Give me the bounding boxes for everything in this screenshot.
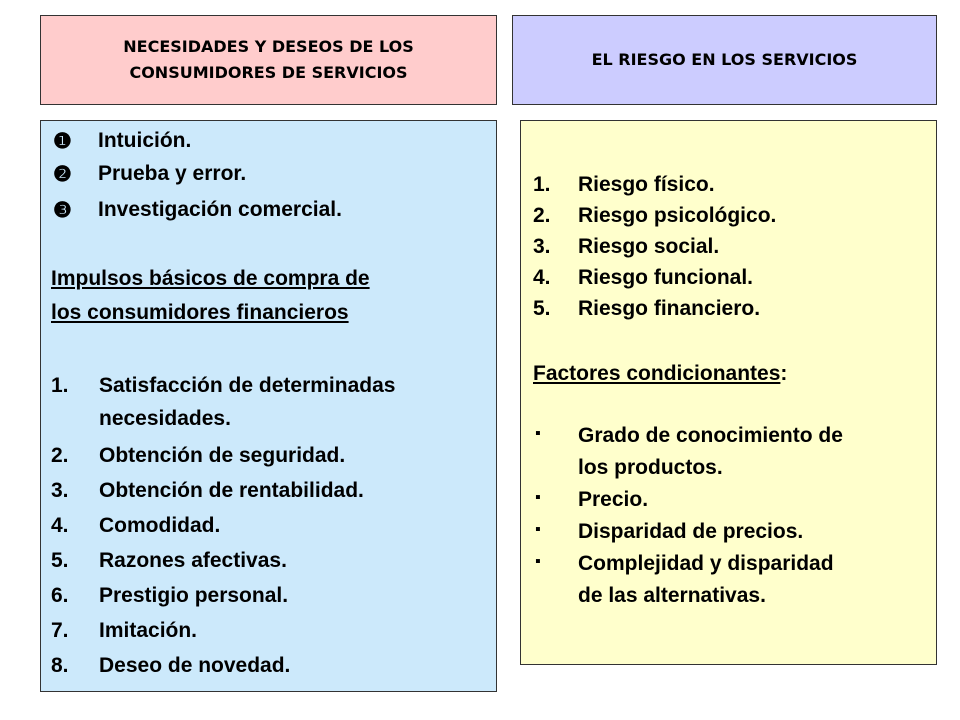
right-panel bbox=[520, 120, 937, 665]
impulse-num-8: 8. bbox=[51, 654, 69, 677]
risk-label-2: Riesgo psicológico. bbox=[578, 204, 777, 227]
left-header-line2: CONSUMIDORES DE SERVICIOS bbox=[129, 63, 408, 82]
factor-label-1-cont: los productos. bbox=[578, 456, 723, 479]
impulse-label-3: Obtención de rentabilidad. bbox=[99, 479, 364, 502]
impulse-label-2: Obtención de seguridad. bbox=[99, 444, 346, 467]
impulse-label-1: Satisfacción de determinadas bbox=[99, 374, 396, 397]
bullet-icon: ▪ bbox=[535, 553, 541, 570]
risk-num-4: 4. bbox=[533, 266, 551, 289]
bullet-icon: ▪ bbox=[535, 425, 541, 442]
impulse-label-5: Razones afectivas. bbox=[99, 549, 287, 572]
impulse-label-7: Imitación. bbox=[99, 619, 198, 642]
impulse-num-1: 1. bbox=[51, 374, 69, 397]
impulse-num-6: 6. bbox=[51, 584, 69, 607]
impulse-label-4: Comodidad. bbox=[99, 514, 221, 537]
risk-label-3: Riesgo social. bbox=[578, 235, 720, 258]
impulse-label-6: Prestigio personal. bbox=[99, 584, 289, 607]
impulse-num-7: 7. bbox=[51, 619, 69, 642]
left-header-line1: NECESIDADES Y DESEOS DE LOS bbox=[123, 37, 414, 56]
factor-label-1: Grado de conocimiento de bbox=[578, 424, 843, 447]
impulse-label-8: Deseo de novedad. bbox=[99, 654, 291, 677]
left-panel bbox=[40, 120, 497, 692]
factor-label-4-cont: de las alternativas. bbox=[578, 584, 766, 607]
factor-label-4: Complejidad y disparidad bbox=[578, 552, 834, 575]
method-marker-1: ❶ bbox=[53, 130, 72, 153]
risk-num-3: 3. bbox=[533, 235, 551, 258]
risk-label-4: Riesgo funcional. bbox=[578, 266, 754, 289]
bullet-icon: ▪ bbox=[535, 489, 541, 506]
factor-label-3: Disparidad de precios. bbox=[578, 520, 804, 543]
right-header-box bbox=[512, 15, 937, 105]
risk-label-5: Riesgo financiero. bbox=[578, 297, 761, 320]
risk-num-5: 5. bbox=[533, 297, 551, 320]
risk-num-1: 1. bbox=[533, 173, 551, 196]
impulse-num-2: 2. bbox=[51, 444, 69, 467]
impulses-subtitle-line1: Impulsos básicos de compra de bbox=[51, 267, 370, 290]
bullet-icon: ▪ bbox=[535, 521, 541, 538]
right-header-title: EL RIESGO EN LOS SERVICIOS bbox=[591, 50, 858, 69]
impulse-num-5: 5. bbox=[51, 549, 69, 572]
factors-title bbox=[533, 362, 787, 386]
method-marker-3: ❸ bbox=[53, 199, 72, 222]
impulse-num-3: 3. bbox=[51, 479, 69, 502]
impulse-label-1-cont: necesidades. bbox=[99, 407, 231, 430]
factor-label-2: Precio. bbox=[578, 488, 649, 511]
impulses-subtitle-line2: los consumidores financieros bbox=[51, 301, 349, 324]
risk-num-2: 2. bbox=[533, 204, 551, 227]
impulse-num-4: 4. bbox=[51, 514, 69, 537]
method-marker-2: ❷ bbox=[53, 163, 72, 186]
method-label-2: Prueba y error. bbox=[98, 162, 247, 185]
factors-title-text: Factores condicionantes bbox=[533, 362, 781, 385]
risk-label-1: Riesgo físico. bbox=[578, 173, 715, 196]
method-label-3: Investigación comercial. bbox=[98, 198, 342, 221]
method-label-1: Intuición. bbox=[98, 129, 192, 152]
factors-title-colon: : bbox=[780, 362, 788, 385]
left-header-box bbox=[40, 15, 497, 105]
